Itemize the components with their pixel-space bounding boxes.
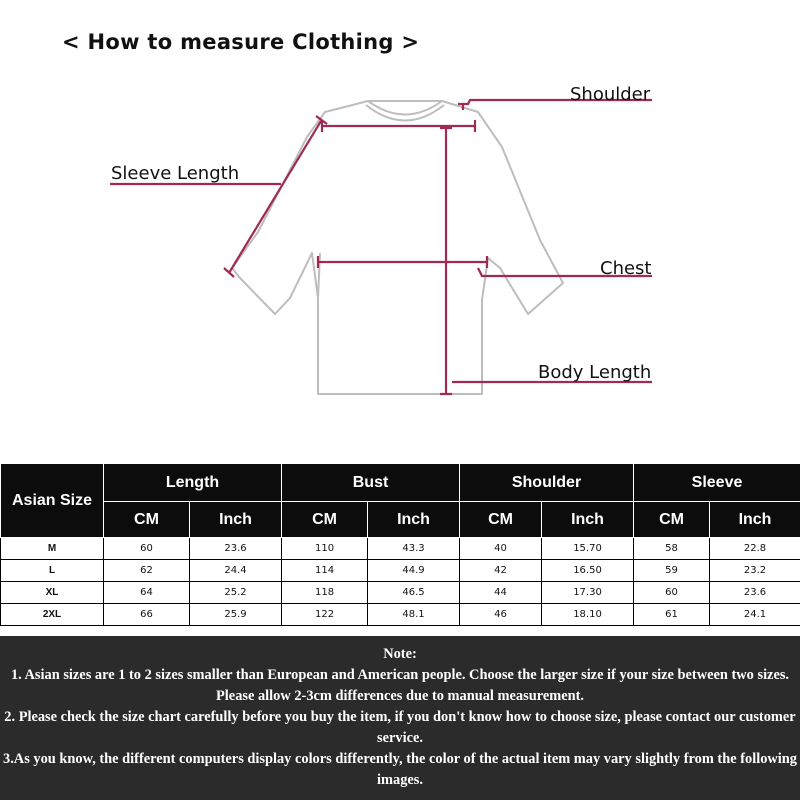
table-cell: 40 — [460, 538, 542, 560]
shoulder-label: Shoulder — [570, 84, 651, 105]
sleeve-length-label: Sleeve Length — [111, 163, 240, 184]
table-cell: 44.9 — [368, 560, 460, 582]
note-line: 2. Please check the size chart carefully before you buy the item, if you don't know how to choose size, please contact our customer service. — [4, 709, 796, 746]
table-cell: 46 — [460, 604, 542, 626]
table-cell: 60 — [634, 582, 710, 604]
table-cell: 15.70 — [542, 538, 634, 560]
tshirt-icon — [232, 101, 563, 394]
table-cell: 25.9 — [190, 604, 282, 626]
shoulder-header: Shoulder — [460, 464, 634, 502]
unit-header: Inch — [710, 502, 800, 538]
length-header: Length — [104, 464, 282, 502]
size-cell: XL — [1, 582, 104, 604]
table-cell: 42 — [460, 560, 542, 582]
table-cell: 44 — [460, 582, 542, 604]
table-cell: 25.2 — [190, 582, 282, 604]
table-cell: 23.6 — [190, 538, 282, 560]
note-title: Note: — [383, 646, 417, 662]
table-cell: 48.1 — [368, 604, 460, 626]
table-cell: 22.8 — [710, 538, 800, 560]
table-cell: 24.4 — [190, 560, 282, 582]
asian-size-header: Asian Size — [1, 464, 104, 538]
size-cell: L — [1, 560, 104, 582]
unit-header: Inch — [368, 502, 460, 538]
table-cell: 58 — [634, 538, 710, 560]
table-cell: 24.1 — [710, 604, 800, 626]
unit-header: CM — [282, 502, 368, 538]
table-cell: 23.6 — [710, 582, 800, 604]
unit-header: CM — [634, 502, 710, 538]
unit-header: CM — [460, 502, 542, 538]
size-cell: M — [1, 538, 104, 560]
table-cell: 66 — [104, 604, 190, 626]
table-cell: 122 — [282, 604, 368, 626]
table-row — [1, 604, 800, 626]
sleeve-line — [229, 121, 321, 273]
unit-header: Inch — [190, 502, 282, 538]
unit-header: CM — [104, 502, 190, 538]
table-row — [1, 560, 800, 582]
note-panel — [0, 636, 800, 800]
size-cell: 2XL — [1, 604, 104, 626]
bust-header: Bust — [282, 464, 460, 502]
table-cell: 118 — [282, 582, 368, 604]
measure-lines — [110, 100, 652, 394]
chest-label: Chest — [600, 258, 652, 279]
measurement-diagram — [0, 70, 800, 460]
page-title: < How to measure Clothing > — [62, 30, 420, 54]
table-cell: 16.50 — [542, 560, 634, 582]
table-row — [1, 538, 800, 560]
table-cell: 114 — [282, 560, 368, 582]
table-cell: 17.30 — [542, 582, 634, 604]
table-cell: 18.10 — [542, 604, 634, 626]
table-cell: 46.5 — [368, 582, 460, 604]
table-cell: 64 — [104, 582, 190, 604]
table-cell: 43.3 — [368, 538, 460, 560]
note-line: 3.As you know, the different computers display colors differently, the color of the actual item may vary slightly from the following images. — [3, 751, 797, 788]
table-cell: 60 — [104, 538, 190, 560]
table-cell: 61 — [634, 604, 710, 626]
size-chart-table — [0, 463, 800, 626]
sleeve-header: Sleeve — [634, 464, 800, 502]
table-cell: 110 — [282, 538, 368, 560]
table-cell: 23.2 — [710, 560, 800, 582]
body-length-label: Body Length — [538, 362, 652, 383]
unit-header: Inch — [542, 502, 634, 538]
table-cell: 59 — [634, 560, 710, 582]
table-cell: 62 — [104, 560, 190, 582]
table-row — [1, 582, 800, 604]
note-line: 1. Asian sizes are 1 to 2 sizes smaller than European and American people. Choose the larger size if your size between two sizes. Please allow 2-3cm differences due to manual measurement. — [10, 667, 790, 704]
